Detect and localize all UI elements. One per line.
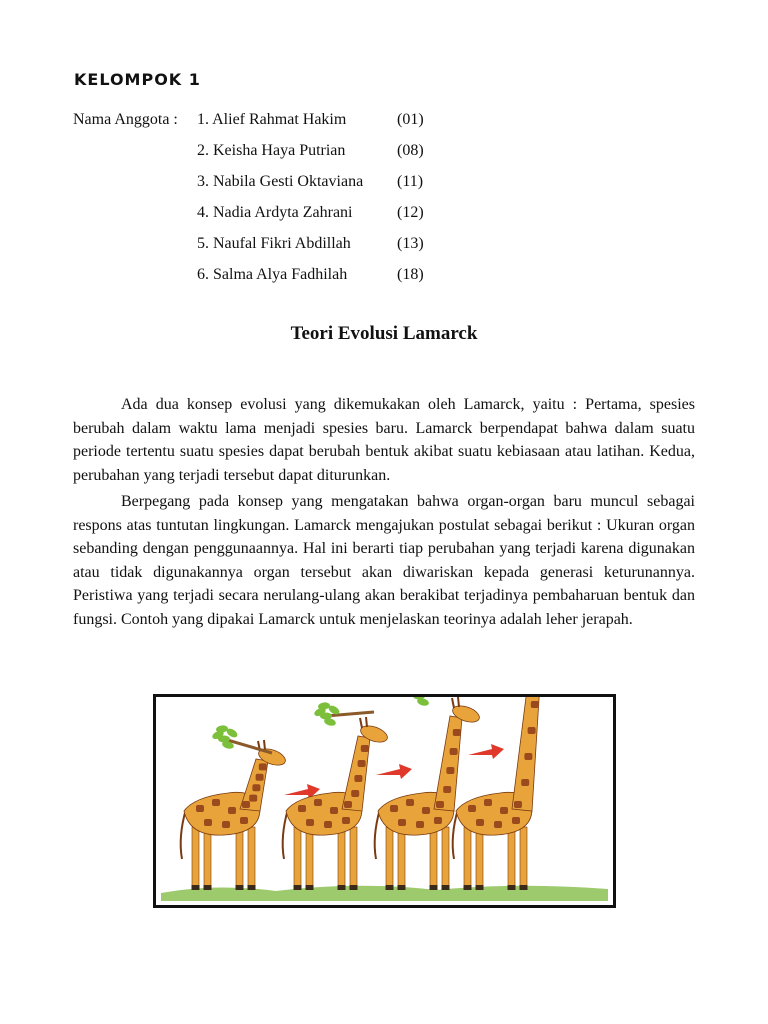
arrow-icon	[376, 764, 412, 779]
member-name: 6. Salma Alya Fadhilah	[197, 266, 348, 283]
paragraph: Ada dua konsep evolusi yang dikemukakan oleh Lamarck, yaitu : Pertama, spesies berubah dalam waktu lama menjadi spesies baru. Lamarck berpendapat bahwa dalam suatu periode tertentu suatu spesies dapat berubah bentuk akibat suatu kebiasaan atau latihan. Kedua, perubahan yang terjadi tersebut dapat diturunkan.	[73, 396, 695, 484]
member-name: 4. Nadia Ardyta Zahrani	[197, 204, 353, 221]
arrow-icon	[468, 744, 504, 759]
member-name: 2. Keisha Haya Putrian	[197, 142, 346, 159]
giraffe-illustration-svg	[156, 697, 613, 905]
group-heading: KELOMPOK 1	[74, 70, 201, 89]
document-title: Teori Evolusi Lamarck	[290, 323, 478, 344]
member-name: 5. Naufal Fikri Abdillah	[197, 235, 351, 252]
grass	[161, 886, 608, 901]
member-number: (12)	[397, 204, 424, 221]
member-number: (18)	[397, 266, 424, 283]
member-number: (01)	[397, 111, 424, 128]
giraffe	[453, 697, 572, 890]
giraffe	[181, 725, 288, 890]
member-number: (11)	[397, 173, 424, 190]
member-name: 1. Alief Rahmat Hakim	[197, 111, 347, 128]
member-number: (13)	[397, 235, 424, 252]
giraffe-evolution-illustration	[153, 694, 616, 908]
member-name: 3. Nabila Gesti Oktaviana	[197, 173, 364, 190]
giraffe	[283, 702, 390, 890]
paragraph: Berpegang pada konsep yang mengatakan bahwa organ-organ baru muncul sebagai respons atas tuntutan lingkungan. Lamarck mengajukan postulat sebagai berikut : Ukuran organ sebanding dengan penggunaannya. Hal ini berarti tiap perubahan yang terjadi karena digunakan atau tidak digunakannya organ tersebut akan diwariskan kepada generasi keturunannya. Peristiwa yang terjadi secara nerulang-ulang akan berakibat terjadinya pembaharuan bentuk dan fungsi. Contoh yang dipakai Lamarck untuk menjelaskan teorinya adalah leher jerapah.	[73, 493, 695, 628]
member-number: (08)	[397, 142, 424, 159]
member-label: Nama Anggota :	[73, 111, 178, 128]
